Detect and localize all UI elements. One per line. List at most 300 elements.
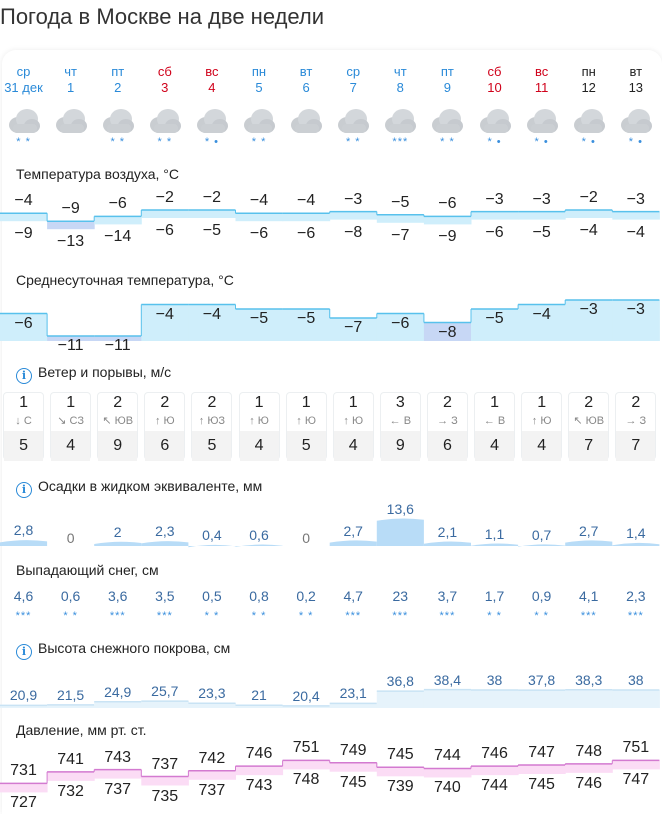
snowflake-icon: *** <box>109 610 126 622</box>
pressure-min: 743 <box>245 777 273 795</box>
precip-bar <box>518 544 565 546</box>
pressure-max: 745 <box>386 746 414 764</box>
info-icon[interactable]: i <box>16 644 32 660</box>
cloud-sleet-icon <box>195 108 229 134</box>
wind-top <box>381 393 420 431</box>
air-temp-min: −6 <box>155 222 174 239</box>
wind-gust: 4 <box>240 431 279 461</box>
wind-cell[interactable] <box>333 392 374 460</box>
precip-bar <box>612 543 659 546</box>
avg-temp-label <box>16 272 234 288</box>
precip-value: 2,8 <box>13 522 34 539</box>
snowflake-icon: *** <box>345 610 362 622</box>
snowflake-icon: *** <box>580 610 597 622</box>
snowfall-value: 4,1 <box>578 588 599 604</box>
air-temp-bar <box>424 216 472 224</box>
wind-speed: 1 <box>490 394 499 411</box>
precip-bar <box>424 542 471 546</box>
air-temp-min: −13 <box>57 233 85 251</box>
precip-value: 2,1 <box>437 523 458 540</box>
wind-direction: ↑ Ю <box>249 415 269 427</box>
info-icon[interactable]: i <box>16 368 32 384</box>
wind-gust: 4 <box>334 431 373 461</box>
pressure-bar <box>94 770 142 779</box>
air-temp-min: −9 <box>14 225 33 243</box>
wind-cell[interactable] <box>3 392 44 460</box>
wind-cell[interactable] <box>427 392 468 460</box>
wind-gust: 5 <box>4 431 43 461</box>
cloud-icon <box>289 108 323 134</box>
precip-bar <box>471 544 518 546</box>
day-of-week: вс <box>205 64 219 79</box>
wind-cell[interactable] <box>144 392 185 460</box>
precip-bar <box>0 540 47 546</box>
pressure-max: 746 <box>245 745 273 763</box>
wind-gust: 5 <box>192 431 231 461</box>
wind-top <box>4 393 43 431</box>
wind-top <box>475 393 514 431</box>
cloud-snow-icon <box>242 108 276 134</box>
pressure-min: 748 <box>292 771 320 789</box>
wind-top <box>428 393 467 431</box>
snowfall-value: 0,6 <box>60 588 81 604</box>
wind-gust: 4 <box>475 431 514 461</box>
pressure-max: 748 <box>575 742 603 760</box>
wind-top <box>51 393 90 431</box>
air-temp-bar <box>283 213 331 221</box>
air-temp-label <box>16 166 179 182</box>
snow-cover-value: 37,8 <box>527 672 556 689</box>
pressure-min: 737 <box>198 781 226 799</box>
day-of-week: вт <box>299 64 313 79</box>
pressure-label <box>16 722 146 738</box>
precip-label-text: Осадки в жидком эквиваленте, мм <box>38 478 263 494</box>
wind-speed: 2 <box>160 394 170 411</box>
cloud-snow-icon <box>336 108 370 134</box>
pressure-min: 732 <box>57 782 84 800</box>
snowfall-value: 3,7 <box>437 588 458 604</box>
air-temp-min: −6 <box>296 225 316 243</box>
snow-cover-bar <box>471 690 519 708</box>
snowfall-label <box>16 562 159 578</box>
snowfall-value: 0,2 <box>296 588 316 604</box>
cloud-snow-icon <box>430 108 464 134</box>
precip-value: 2,7 <box>578 522 599 539</box>
snowfall-value: 23 <box>392 588 409 604</box>
pressure-min: 727 <box>10 794 37 811</box>
day-date: 2 <box>114 80 122 95</box>
air-temp-bar <box>0 213 48 221</box>
day-of-week: пт <box>111 64 125 79</box>
precip-value: 0,7 <box>531 526 552 543</box>
wind-top <box>287 393 326 431</box>
cloud-sleet-icon <box>525 108 559 134</box>
air-temp-max: −3 <box>344 190 363 208</box>
air-temp-max: −9 <box>61 200 80 218</box>
wind-cell[interactable] <box>97 392 138 460</box>
day-date: 12 <box>581 80 596 95</box>
pressure-bar <box>377 767 425 776</box>
day-of-week: пн <box>581 64 596 79</box>
air-temp-max: −3 <box>532 190 551 208</box>
wind-top <box>192 393 231 431</box>
precip-value: 2,3 <box>155 523 175 540</box>
day-date: 3 <box>161 80 169 95</box>
snowflake-icon: * * <box>110 136 126 148</box>
avg-temp-value: −5 <box>296 310 316 327</box>
day-date: 31 дек <box>4 80 43 95</box>
wind-speed: 2 <box>584 394 594 411</box>
snow-cover-label <box>16 640 230 660</box>
wind-direction: → З <box>625 415 647 427</box>
snow-cover-value: 20,9 <box>9 687 38 704</box>
wind-direction: ↑ Ю <box>531 415 552 427</box>
wind-cell[interactable] <box>239 392 280 460</box>
cloud-snow-icon <box>101 108 135 134</box>
wind-speed: 2 <box>631 394 641 411</box>
wind-top <box>616 393 655 431</box>
pressure-max: 747 <box>528 744 555 761</box>
air-temp-max: −2 <box>155 189 174 206</box>
wind-direction: ← В <box>483 415 506 427</box>
precip-value: 2,7 <box>343 522 363 539</box>
air-temp-max: −3 <box>485 190 504 208</box>
wind-speed: 3 <box>395 394 405 411</box>
air-temp-bar <box>471 212 519 220</box>
wind-cell[interactable] <box>521 392 562 460</box>
cloud-snow-icon <box>148 108 182 134</box>
pressure-max: 742 <box>198 749 226 767</box>
snowfall-value: 3,5 <box>155 588 175 604</box>
snow-cover-value: 23,1 <box>339 685 367 702</box>
air-temp-bar <box>94 216 142 224</box>
precip-value: 0 <box>66 530 75 546</box>
snowflake-icon: *** <box>627 610 644 622</box>
air-temp-bar <box>565 210 613 218</box>
wind-cell[interactable] <box>191 392 232 460</box>
wind-cell[interactable] <box>615 392 656 460</box>
wind-speed: 2 <box>113 394 123 411</box>
wind-direction: ↖ ЮВ <box>573 415 605 427</box>
air-temp-min: −5 <box>532 223 551 241</box>
wind-gust: 7 <box>616 431 655 461</box>
cloud-snow-icon <box>7 108 41 134</box>
snowflake-icon: *** <box>392 136 409 148</box>
pressure-max: 751 <box>622 739 650 757</box>
avg-temp-value: −3 <box>579 301 598 318</box>
precip-bar <box>94 542 141 546</box>
day-of-week: сб <box>157 64 172 79</box>
day-of-week: сб <box>487 64 502 79</box>
pressure-max: 744 <box>434 747 461 765</box>
snowfall-value: 4,6 <box>13 588 34 604</box>
snow-cover-value: 20,4 <box>292 687 320 704</box>
day-date: 7 <box>349 80 357 95</box>
pressure-max: 731 <box>10 762 37 780</box>
pressure-bar <box>612 760 660 769</box>
wind-cell[interactable] <box>568 392 609 460</box>
snow-cover-bar <box>518 690 566 708</box>
wind-direction: ↑ Ю <box>155 415 175 427</box>
snow-cover-value: 24,9 <box>104 683 132 700</box>
snowflake-icon: * * <box>298 610 314 622</box>
day-date: 10 <box>487 80 502 95</box>
precip-value: 13,6 <box>386 500 414 517</box>
avg-temp-value: −4 <box>202 305 222 323</box>
snow-cover-bar <box>94 702 142 708</box>
air-temp-min: −4 <box>579 222 598 239</box>
wind-speed: 1 <box>537 394 547 411</box>
pressure-bar <box>236 766 284 775</box>
day-of-week: пн <box>251 64 267 79</box>
air-temp-bar <box>188 210 236 218</box>
precip-bar <box>188 545 235 547</box>
precip-label <box>16 478 262 498</box>
snow-cover-bar <box>141 701 189 708</box>
air-temp-min: −6 <box>249 225 269 243</box>
precip-value: 0,4 <box>202 527 222 544</box>
wind-cell[interactable] <box>286 392 327 460</box>
wind-speed: 2 <box>207 394 217 411</box>
wind-label <box>16 364 171 384</box>
snowflake-icon: * • <box>487 136 502 148</box>
wind-label-text: Ветер и порывы, м/с <box>38 364 172 380</box>
wind-speed: 1 <box>19 394 28 411</box>
wind-direction: ← В <box>389 415 412 427</box>
snowflake-icon: *** <box>15 610 32 622</box>
avg-temp-value: −11 <box>104 337 131 354</box>
air-temp-min: −9 <box>438 228 457 246</box>
air-temp-min: −4 <box>626 223 645 241</box>
avg-temp-value: −4 <box>532 305 551 323</box>
snowflake-icon: * * <box>251 136 267 148</box>
snowflake-icon: *** <box>156 610 173 622</box>
precip-bar <box>377 519 424 546</box>
pressure-bar <box>424 768 472 777</box>
air-temp-min: −5 <box>202 222 222 239</box>
air-temp-max: −4 <box>14 192 33 210</box>
wind-gust: 9 <box>98 431 137 461</box>
avg-temp-value: −3 <box>626 301 645 318</box>
snow-cover-value: 25,7 <box>151 683 179 700</box>
air-temp-max: −3 <box>626 190 645 208</box>
pressure-max: 737 <box>151 755 179 773</box>
day-of-week: ср <box>16 64 31 79</box>
cloud-icon <box>54 108 88 134</box>
wind-direction: ↖ ЮВ <box>102 415 134 427</box>
snow-cover-value: 36,8 <box>386 673 414 690</box>
wind-speed: 1 <box>301 394 311 411</box>
snowfall-value: 0,5 <box>202 588 222 604</box>
wind-top <box>334 393 373 431</box>
snowflake-icon: * • <box>628 136 643 148</box>
precip-bar <box>236 545 283 547</box>
avg-temp-value: −8 <box>438 323 457 341</box>
avg-temp-label-text: Среднесуточная температура, °C <box>16 272 234 288</box>
air-temp-min: −7 <box>391 226 410 244</box>
snow-cover-bar <box>377 691 425 708</box>
wind-top <box>569 393 608 431</box>
pressure-bar <box>188 771 236 780</box>
wind-direction: ↓ С <box>15 415 32 427</box>
wind-speed: 1 <box>66 394 76 411</box>
pressure-max: 751 <box>292 739 320 757</box>
avg-temp-value: −6 <box>391 314 410 332</box>
cloud-sleet-icon <box>619 108 653 134</box>
wind-speed: 1 <box>348 394 358 411</box>
snowfall-label-text: Выпадающий снег, см <box>16 562 159 578</box>
info-icon[interactable]: i <box>16 482 32 498</box>
air-temp-max: −6 <box>108 195 127 213</box>
pressure-max: 741 <box>57 750 84 768</box>
snowfall-value: 2,3 <box>626 588 646 604</box>
snow-cover-value: 38 <box>486 672 503 688</box>
pressure-bar <box>330 763 378 772</box>
air-temp-max: −5 <box>391 193 410 211</box>
day-date: 13 <box>628 80 644 95</box>
cloud-snow-icon <box>383 108 417 134</box>
wind-gust: 6 <box>428 431 467 461</box>
snow-cover-value: 38 <box>628 672 644 688</box>
wind-direction: ↑ ЮЗ <box>198 415 226 427</box>
snowflake-icon: * * <box>440 136 455 148</box>
pressure-min: 744 <box>481 777 508 795</box>
air-temp-bar <box>612 212 660 220</box>
wind-gust: 6 <box>145 431 184 461</box>
air-temp-max: −6 <box>438 195 457 213</box>
day-date: 9 <box>443 80 451 95</box>
snow-cover-bar <box>612 690 660 708</box>
cloud-sleet-icon <box>572 108 606 134</box>
wind-gust: 9 <box>381 431 420 461</box>
pressure-max: 746 <box>481 745 508 763</box>
pressure-min: 746 <box>575 774 603 792</box>
snowflake-icon: * * <box>487 610 502 622</box>
air-temp-bar <box>518 212 566 220</box>
pressure-bar <box>47 772 95 781</box>
wind-cell[interactable] <box>50 392 91 460</box>
pressure-min: 745 <box>339 773 367 791</box>
snow-cover-bar <box>424 690 472 708</box>
day-date: 6 <box>302 80 310 95</box>
pressure-bar <box>518 765 566 774</box>
pressure-max: 743 <box>104 748 132 766</box>
snowfall-value: 0,9 <box>531 588 552 604</box>
day-date: 1 <box>66 80 75 95</box>
day-date: 11 <box>534 80 549 95</box>
pressure-bar <box>471 766 519 775</box>
day-of-week: ср <box>346 64 361 79</box>
snowflake-icon: * * <box>534 610 549 622</box>
wind-gust: 5 <box>287 431 326 461</box>
air-temp-max: −4 <box>249 192 269 210</box>
pressure-label-text: Давление, мм рт. ст. <box>16 722 147 738</box>
day-date: 5 <box>255 80 263 95</box>
pressure-bar <box>565 764 613 773</box>
snow-cover-value: 23,3 <box>198 685 226 702</box>
cloud-sleet-icon <box>478 108 512 134</box>
snowflake-icon: * * <box>204 610 220 622</box>
snowflake-icon: * * <box>63 610 78 622</box>
precip-bar <box>330 540 377 546</box>
precip-value: 2 <box>113 524 122 540</box>
air-temp-bar <box>141 210 189 218</box>
precip-value: 1,4 <box>626 525 646 542</box>
wind-direction: → З <box>437 415 458 427</box>
page-title: Погода в Москве на две недели <box>0 4 325 29</box>
day-date: 4 <box>208 80 216 95</box>
air-temp-bar <box>377 215 425 223</box>
pressure-bar <box>283 760 331 769</box>
snowfall-value: 4,7 <box>343 588 363 604</box>
avg-temp-value: −6 <box>14 314 33 332</box>
precip-value: 1,1 <box>484 525 505 542</box>
snowflake-icon: *** <box>439 610 456 622</box>
avg-temp-value: −7 <box>344 319 363 336</box>
snowflake-icon: * * <box>345 136 361 148</box>
air-temp-max: −4 <box>296 192 316 210</box>
snowflake-icon: * • <box>204 136 220 148</box>
air-temp-min: −6 <box>485 223 504 241</box>
day-date: 8 <box>396 80 404 95</box>
wind-cell[interactable] <box>380 392 421 460</box>
precip-value: 0 <box>302 530 310 546</box>
air-temp-bar <box>47 221 95 229</box>
wind-top <box>522 393 561 431</box>
wind-top <box>145 393 184 431</box>
air-temp-bar <box>236 213 284 221</box>
day-of-week: чт <box>393 64 407 79</box>
snowflake-icon: * • <box>534 136 549 148</box>
snowfall-value: 1,7 <box>484 588 505 604</box>
pressure-min: 747 <box>622 771 650 789</box>
snow-cover-bar <box>565 690 613 708</box>
precip-bar <box>141 541 188 546</box>
snow-cover-label-text: Высота снежного покрова, см <box>38 640 231 656</box>
precip-value: 0,6 <box>249 526 269 543</box>
air-temp-min: −8 <box>344 223 363 241</box>
snowflake-icon: *** <box>392 610 409 622</box>
snow-cover-value: 21,5 <box>56 686 85 703</box>
snowfall-value: 3,6 <box>107 588 128 604</box>
day-of-week: пт <box>440 64 454 79</box>
snowflake-icon: * * <box>16 136 31 148</box>
wind-cell[interactable] <box>474 392 515 460</box>
avg-temp-value: −5 <box>249 310 269 327</box>
air-temp-bar <box>330 212 378 220</box>
avg-temp-value: −11 <box>57 337 84 354</box>
day-of-week: чт <box>64 64 77 79</box>
pressure-max: 749 <box>339 741 367 759</box>
pressure-min: 735 <box>151 787 179 805</box>
wind-top <box>98 393 137 431</box>
avg-temp-value: −5 <box>485 310 504 327</box>
air-temp-min: −14 <box>104 228 132 246</box>
snowflake-icon: * * <box>157 136 173 148</box>
pressure-min: 737 <box>104 780 132 798</box>
day-of-week: вт <box>629 64 643 79</box>
pressure-min: 739 <box>386 778 414 796</box>
wind-speed: 2 <box>442 394 452 411</box>
air-temp-label-text: Температура воздуха, °C <box>16 166 179 182</box>
wind-speed: 1 <box>254 394 264 411</box>
snow-cover-value: 38,3 <box>575 671 603 688</box>
pressure-bar <box>0 783 48 792</box>
wind-direction: ↑ Ю <box>296 415 316 427</box>
snowflake-icon: * * <box>251 610 267 622</box>
wind-gust: 7 <box>569 431 608 461</box>
wind-direction: ↘ СЗ <box>57 415 85 427</box>
